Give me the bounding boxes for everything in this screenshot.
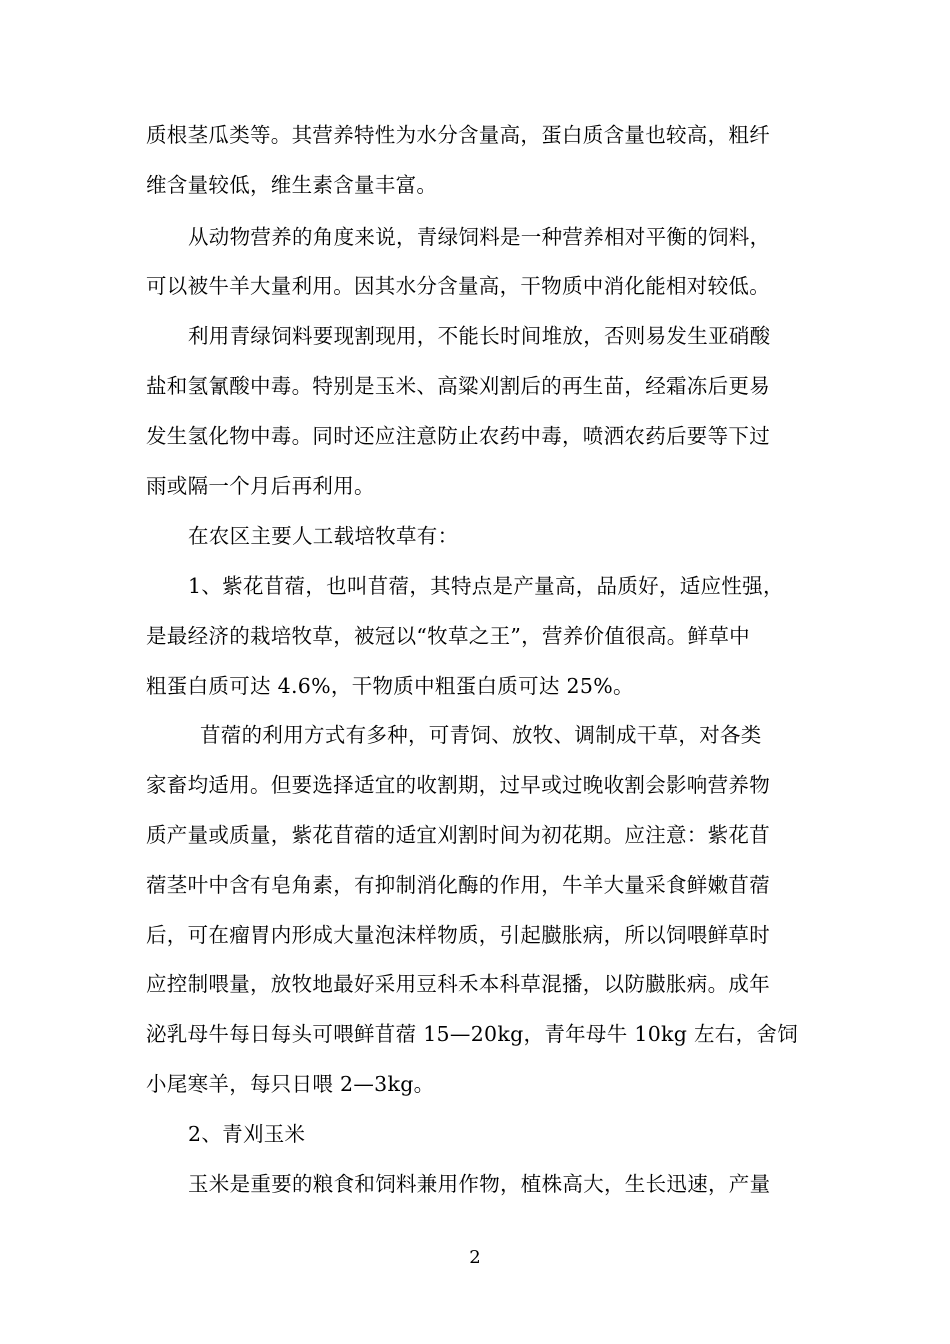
- text-line: 后，可在瘤胃内形成大量泡沫样物质，引起臌胀病，所以饲喂鲜草时: [146, 923, 770, 947]
- text-line: 家畜均适用。但要选择适宜的收割期，过早或过晚收割会影响营养物: [146, 773, 770, 797]
- paragraph-line: 利用青绿饲料要现割现用，不能长时间堆放，否则易发生亚硝酸: [188, 324, 771, 348]
- text-line: 质根茎瓜类等。其营养特性为水分含量高，蛋白质含量也较高，粗纤: [146, 123, 770, 147]
- list-item: 1、紫花苜蓿，也叫苜蓿，其特点是产量高，品质好，适应性强，: [188, 574, 784, 598]
- list-item: 2、青刈玉米: [188, 1122, 306, 1146]
- page-number: 2: [469, 1247, 481, 1268]
- text-line: 发生氢化物中毒。同时还应注意防止农药中毒，喷洒农药后要等下过: [146, 424, 770, 448]
- text-line: 盐和氢氰酸中毒。特别是玉米、高粱刈割后的再生苗，经霜冻后更易: [146, 374, 770, 398]
- text-line: 维含量较低，维生素含量丰富。: [146, 173, 438, 197]
- text-line: 是最经济的栽培牧草，被冠以“牧草之王”，营养价值很高。鲜草中: [146, 624, 750, 648]
- text-line: 雨或隔一个月后再利用。: [146, 474, 375, 498]
- text-line: 泌乳母牛每日每头可喂鲜苜蓿 15—20kg，青年母牛 10kg 左右，舍饲: [146, 1022, 798, 1046]
- text-line: 小尾寒羊，每只日喂 2—3kg。: [146, 1072, 435, 1096]
- paragraph-line: 苜蓿的利用方式有多种，可青饲、放牧、调制成干草，对各类: [200, 723, 762, 747]
- paragraph-line: 玉米是重要的粮食和饲料兼用作物，植株高大，生长迅速，产量: [188, 1172, 771, 1196]
- paragraph-line: 在农区主要人工载培牧草有：: [188, 524, 459, 548]
- text-line: 蓿茎叶中含有皂角素，有抑制消化酶的作用，牛羊大量采食鲜嫩苜蓿: [146, 873, 770, 897]
- text-line: 质产量或质量，紫花苜蓿的适宜刈割时间为初花期。应注意：紫花苜: [146, 823, 770, 847]
- text-line: 可以被牛羊大量利用。因其水分含量高，干物质中消化能相对较低。: [146, 274, 770, 298]
- text-line: 应控制喂量，放牧地最好采用豆科禾本科草混播，以防臌胀病。成年: [146, 972, 770, 996]
- paragraph-line: 从动物营养的角度来说，青绿饲料是一种营养相对平衡的饲料，: [188, 225, 771, 249]
- text-line: 粗蛋白质可达 4.6%，干物质中粗蛋白质可达 25%。: [146, 674, 634, 698]
